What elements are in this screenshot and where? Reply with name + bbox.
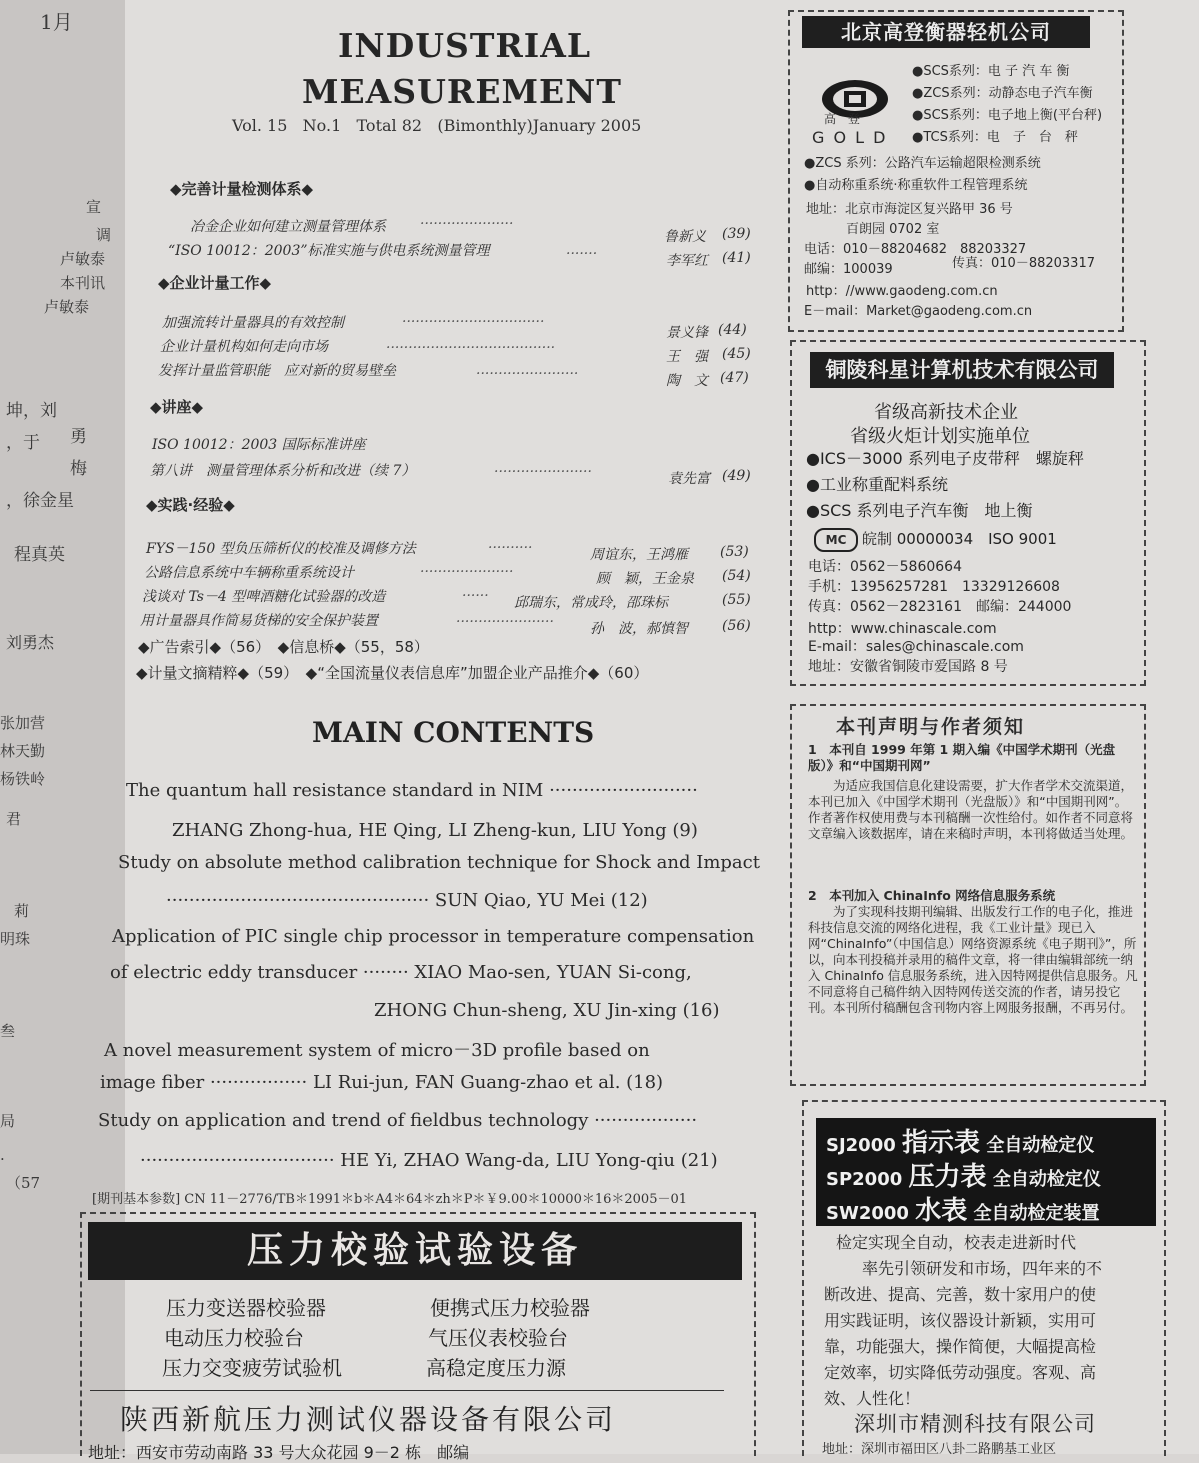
gaodeng-web: http：//www.gaodeng.com.cn xyxy=(806,284,998,299)
kexing-phone: 电话：0562－5860664 xyxy=(808,559,962,575)
toc-leader-dots: ····················· xyxy=(420,216,514,232)
english-contents-line: ·································· HE Yi, ZHAO Wang-da, LIU Yong-qiu (21) xyxy=(140,1150,718,1171)
toc-item-author: 顾 颖，王金泉 xyxy=(596,571,694,587)
ad-address: 地址：西安市劳动南路 33 号大众花园 9－2 栋 邮编 xyxy=(88,1443,470,1462)
english-contents-line: ZHONG Chun-sheng, XU Jin-xing (16) xyxy=(374,1000,720,1021)
left-page-fragment: 调 xyxy=(96,226,112,244)
toc-section-heading: ◆完善计量检测体系◆ xyxy=(170,180,314,198)
gaodeng-logo-text-top: 高 登 xyxy=(824,112,861,126)
english-contents-line: of electric eddy transducer ········ XIAO Mao-sen, YUAN Si-cong, xyxy=(110,962,692,983)
left-page-fragment: 局 xyxy=(0,1112,16,1130)
toc-item-title: 发挥计量监管职能 应对新的贸易壁垒 xyxy=(158,363,396,379)
gaodeng-product: ●ZCS系列：动静态电子汽车衡 xyxy=(912,86,1093,101)
toc-item-title: 企业计量机构如何走向市场 xyxy=(160,339,328,355)
toc-leader-dots: ······· xyxy=(566,246,598,262)
toc-item-page: (39) xyxy=(722,226,751,242)
notice-item-title: 2 本刊加入 ChinaInfo 网络信息服务系统 xyxy=(808,888,1056,903)
left-page-fragment: 莉 xyxy=(14,902,30,920)
toc-item-author: 周谊东，王鸿雁 xyxy=(590,547,688,563)
english-contents-line: Application of PIC single chip processor in temperature compensation xyxy=(112,926,755,947)
gaodeng-product: ●ZCS 系列：公路汽车运输超限检测系统 xyxy=(804,156,1041,171)
ad-product: 电动压力校验台 xyxy=(164,1326,304,1350)
toc-item-author: 邱瑞东，常成玲，邵珠标 xyxy=(514,595,668,611)
jingce-company: 深圳市精测科技有限公司 xyxy=(854,1412,1096,1436)
toc-item-author: 王 强 xyxy=(666,349,708,365)
toc-misc-line: ◆广告索引◆（56） ◆信息桥◆（55，58） xyxy=(138,638,429,656)
toc-misc-line: ◆计量文摘精粹◆（59） ◆“全国流量仪表信息库”加盟企业产品推介◆（60） xyxy=(136,664,649,682)
gaodeng-product: ●自动称重系统·称重软件工程管理系统 xyxy=(804,178,1028,193)
toc-item-author: 袁先富 xyxy=(668,471,710,487)
toc-leader-dots: ·········· xyxy=(488,540,533,556)
toc-leader-dots: ································ xyxy=(402,314,545,330)
main-contents-heading: MAIN CONTENTS xyxy=(312,716,595,749)
toc-item-page: (49) xyxy=(722,468,751,484)
gaodeng-address: 百朗园 0702 室 xyxy=(846,222,940,237)
jingce-product-line xyxy=(826,1190,1100,1227)
kexing-product: ●工业称重配料系统 xyxy=(806,475,948,494)
kexing-mobile: 手机：13956257281 13329126608 xyxy=(808,579,1060,595)
toc-item-title: FYS－150 型负压筛析仪的校准及调修方法 xyxy=(146,541,416,557)
toc-item-title: 第八讲 测量管理体系分析和改进（续 7） xyxy=(150,463,416,479)
jingce-address: 地址：深圳市福田区八卦二路鹏基工业区 xyxy=(822,1442,1057,1457)
jingce-body-line: 检定实现全自动，校表走进新时代 xyxy=(836,1233,1077,1252)
left-page-fragment: 杨铁岭 xyxy=(0,770,46,788)
left-page-fragment: 明珠 xyxy=(0,930,31,948)
gaodeng-product: ●SCS系列：电 子 汽 车 衡 xyxy=(912,64,1070,79)
english-contents-line: image fiber ················· LI Rui-jun, FAN Guang-zhao et al. (18) xyxy=(100,1072,664,1093)
jingce-product-line xyxy=(826,1122,1094,1159)
ad-product: 气压仪表校验台 xyxy=(428,1326,568,1350)
left-page-fragment: 勇 xyxy=(70,427,87,447)
kexing-email: E-mail：sales@chinascale.com xyxy=(808,639,1024,655)
notice-heading: 本刊声明与作者须知 xyxy=(836,716,1026,738)
jingce-product-desc: 全自动检定仪 xyxy=(992,1169,1101,1190)
notice-item-body: 为适应我国信息化建设需要，扩大作者学术交流渠道，本刊已加入《中国学术期刊（光盘版）》和“中国期刊网”。作者著作权使用费与本刊稿酬一次性给付。如作者不同意将文章编入该数据库，请在来稿时声明，本刊将做适当处理。 xyxy=(808,778,1134,841)
jingce-body-line: 定效率，切实降低劳动强度。客观、高 xyxy=(824,1363,1097,1382)
toc-item-page: (53) xyxy=(720,544,749,560)
kexing-cert: 皖制 00000034 ISO 9001 xyxy=(862,530,1057,548)
kexing-product: ●SCS 系列电子汽车衡 地上衡 xyxy=(806,501,1033,520)
left-page-fragment: （57 xyxy=(6,1174,41,1192)
kexing-line: 省级火炬计划实施单位 xyxy=(850,426,1030,447)
left-page-fragment: ，徐金星 xyxy=(6,491,74,511)
gaodeng-product: ●SCS系列：电子地上衡(平台秤) xyxy=(912,108,1103,123)
jingce-product-type: 指示表 xyxy=(902,1128,981,1158)
notice-item-body: 为了实现科技期刊编辑、出版发行工作的电子化，推进科技信息交流的网络化进程，我《工业计量》现已入网“ChinaInfo”（中国信息）网络资源系统《电子期刊》”，所以，向本刊投稿并录用的稿件文章，将一律由编辑部统一纳入 ChinaInfo 信息服务系统，进入因特网提供信息服务。凡不同意将自己稿件纳入因特网传送交流的作者，请另投它刊。本刊所付稿酬包含刊物内容上网服务报酬，不再另付。 xyxy=(808,904,1138,1015)
jingce-model: SW2000 xyxy=(826,1203,909,1224)
english-contents-line: Study on absolute method calibration technique for Shock and Impact xyxy=(118,852,760,873)
toc-section-heading: ◆企业计量工作◆ xyxy=(158,274,272,292)
left-page-fragment: 程真英 xyxy=(14,545,65,565)
toc-leader-dots: ······································ xyxy=(386,340,556,356)
toc-section-heading: ◆实践·经验◆ xyxy=(146,496,235,514)
toc-item-page: (45) xyxy=(722,346,751,362)
issue-info: Vol. 15 No.1 Total 82 (Bimonthly)January 2005 xyxy=(232,116,642,135)
gaodeng-address: 地址：北京市海淀区复兴路甲 36 号 xyxy=(806,202,1013,217)
jingce-body-line: 断改进、提高、完善，数十家用户的使 xyxy=(824,1285,1097,1304)
english-contents-line: The quantum hall resistance standard in NIM ·························· xyxy=(126,780,698,801)
toc-item-title: 公路信息系统中车辆称重系统设计 xyxy=(144,565,354,581)
left-page-fragment: 宣 xyxy=(86,198,102,216)
toc-leader-dots: ······················ xyxy=(456,614,554,630)
toc-leader-dots: ······ xyxy=(462,588,489,604)
kexing-web: http：www.chinascale.com xyxy=(808,621,997,637)
gaodeng-phone: 电话：010－88204682 88203327 xyxy=(804,242,1027,257)
jingce-body-line: 靠，功能强大，操作简便，大幅提高检 xyxy=(824,1337,1097,1356)
jingce-body-line: 效、人性化！ xyxy=(824,1389,921,1408)
english-contents-line: ·············································· SUN Qiao, YU Mei (12) xyxy=(166,890,648,911)
journal-title-line2: MEASUREMENT xyxy=(302,72,622,111)
kexing-address: 地址：安徽省铜陵市爱国路 8 号 xyxy=(808,659,1008,675)
toc-item-author: 李军红 xyxy=(666,253,708,269)
gaodeng-logo-text: G O L D xyxy=(812,128,888,147)
left-page-fragment: 本刊讯 xyxy=(60,274,106,292)
toc-item-page: (54) xyxy=(722,568,751,584)
ad-banner: 压力校验试验设备 xyxy=(88,1222,742,1280)
english-contents-line: Study on application and trend of fieldbus technology ·················· xyxy=(98,1110,698,1131)
toc-item-author: 陶 文 xyxy=(666,373,708,389)
english-contents-line: A novel measurement system of micro－3D profile based on xyxy=(104,1040,650,1061)
gaodeng-title: 北京高登衡器轻机公司 xyxy=(802,16,1090,48)
toc-item-page: (41) xyxy=(722,250,751,266)
toc-item-page: (47) xyxy=(720,370,749,386)
left-page-fragment: 坤，刘 xyxy=(6,401,57,421)
left-page-fragment: ，于 xyxy=(6,433,40,453)
left-page-fragment: 卢敏泰 xyxy=(44,298,90,316)
toc-item-page: (56) xyxy=(722,618,751,634)
toc-item-title: 冶金企业如何建立测量管理体系 xyxy=(190,219,386,235)
jingce-body-line: 率先引领研发和市场，四年来的不 xyxy=(862,1259,1103,1278)
gaodeng-product: ●TCS系列：电 子 台 秤 xyxy=(912,130,1078,145)
kexing-title: 铜陵科星计算机技术有限公司 xyxy=(810,352,1114,388)
kexing-fax: 传真：0562－2823161 邮编：244000 xyxy=(808,599,1072,615)
divider xyxy=(90,1390,724,1391)
jingce-product-desc: 全自动检定仪 xyxy=(986,1135,1095,1156)
left-page-fragment: 刘勇杰 xyxy=(6,633,55,652)
gaodeng-email: E－mail：Market@gaodeng.com.cn xyxy=(804,304,1033,319)
ad-product: 压力变送器校验器 xyxy=(166,1296,326,1320)
toc-item-title: “ISO 10012：2003”标准实施与供电系统测量管理 xyxy=(168,243,490,259)
kexing-line: 省级高新技术企业 xyxy=(874,402,1018,423)
english-contents-line: ZHANG Zhong-hua, HE Qing, LI Zheng-kun, LIU Yong (9) xyxy=(172,820,698,841)
journal-parameters: [期刊基本参数] CN 11－2776/TB＊1991＊b＊A4＊64＊zh＊P＊￥9.00＊10000＊16＊2005－01 xyxy=(92,1192,688,1207)
left-page-fragment: 君 xyxy=(6,810,22,828)
toc-item-title: 浅谈对 Ts－4 型啤酒糖化试验器的改造 xyxy=(142,589,386,605)
left-page-fragment: 卢敏泰 xyxy=(60,250,106,268)
jingce-body-line: 用实践证明，该仪器设计新颖，实用可 xyxy=(824,1311,1097,1330)
toc-item-title: ISO 10012：2003 国际标准讲座 xyxy=(152,437,366,453)
jingce-product-type: 水表 xyxy=(915,1196,968,1226)
jingce-banner xyxy=(816,1118,1156,1226)
ad-product: 便携式压力校验器 xyxy=(430,1296,590,1320)
toc-leader-dots: ······················ xyxy=(494,464,592,480)
toc-leader-dots: ······················· xyxy=(476,366,579,382)
jingce-product-desc: 全自动检定装置 xyxy=(973,1203,1100,1224)
toc-item-page: (44) xyxy=(718,322,747,338)
left-page-fragment: 林天勤 xyxy=(0,742,46,760)
left-page-fragment: 叁 xyxy=(0,1022,16,1040)
toc-item-title: 加强流转计量器具的有效控制 xyxy=(162,315,344,331)
toc-item-author: 孙 波，郝慎智 xyxy=(590,621,688,637)
toc-leader-dots: ····················· xyxy=(420,564,514,580)
toc-section-heading: ◆讲座◆ xyxy=(150,398,204,416)
gaodeng-postcode: 邮编：100039 xyxy=(804,262,893,277)
toc-item-author: 鲁新义 xyxy=(664,229,706,245)
mc-badge: MC xyxy=(814,528,858,552)
kexing-product: ●ICS－3000 系列电子皮带秤 螺旋秤 xyxy=(806,449,1084,468)
jingce-product-line xyxy=(826,1156,1101,1193)
notice-item-title: 1 本刊自 1999 年第 1 期入编《中国学术期刊（光盘版）》和“中国期刊网” xyxy=(808,742,1116,773)
ad-product: 压力交变疲劳试验机 xyxy=(162,1356,342,1380)
left-page-fragment: 张加营 xyxy=(0,714,46,732)
left-page-fragment: · xyxy=(0,1150,5,1168)
ad-company-name: 陕西新航压力测试仪器设备有限公司 xyxy=(120,1403,617,1436)
toc-item-author: 景义锋 xyxy=(666,325,708,341)
left-page-fragment: 梅 xyxy=(70,459,87,479)
gaodeng-fax: 传真：010－88203317 xyxy=(952,256,1095,271)
toc-item-page: (55) xyxy=(722,592,751,608)
ad-product: 高稳定度压力源 xyxy=(426,1356,566,1380)
toc-item-title: 用计量器具作简易货梯的安全保护装置 xyxy=(140,613,378,629)
left-page-fragment: 1月 xyxy=(40,10,73,34)
jingce-model: SJ2000 xyxy=(826,1135,896,1156)
jingce-product-type: 压力表 xyxy=(908,1162,987,1192)
journal-title-line1: INDUSTRIAL xyxy=(338,26,592,65)
jingce-model: SP2000 xyxy=(826,1169,903,1190)
